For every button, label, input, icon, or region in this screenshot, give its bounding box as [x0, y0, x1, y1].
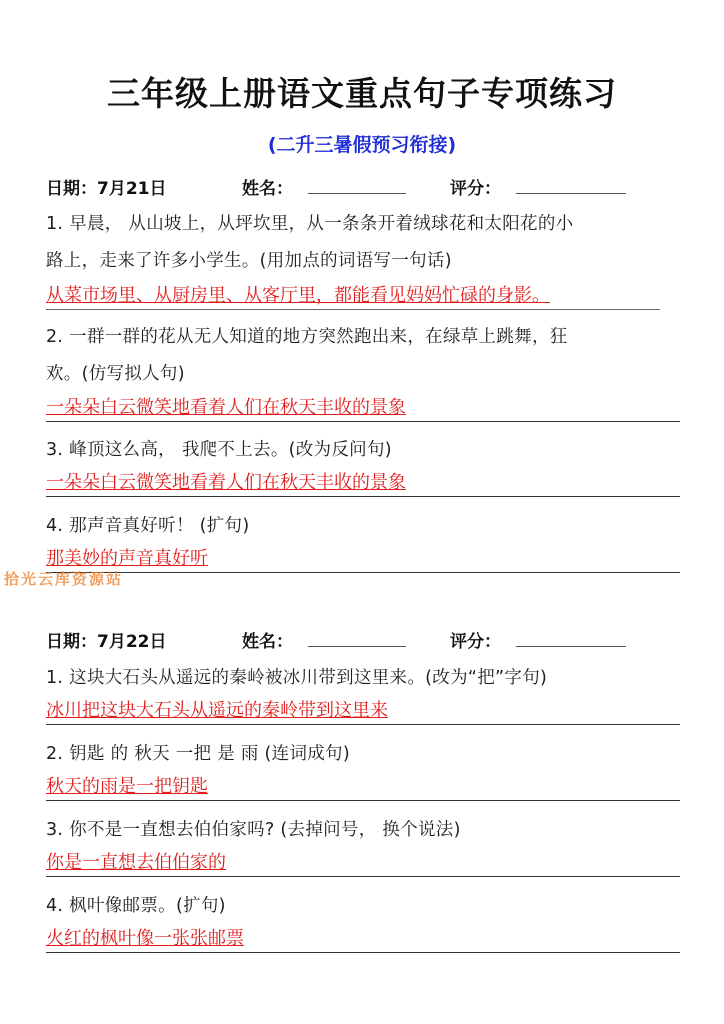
watermark: 拾光云库资源站 [4, 570, 124, 588]
score-blank[interactable] [516, 646, 626, 647]
name-label: 姓名： [242, 179, 293, 199]
date-label: 日期：7月22日 [46, 632, 167, 652]
question-1-3: 3. 峰顶这么高， 我爬不上去。(改为反问句) [46, 440, 392, 460]
name-label: 姓名： [242, 632, 293, 652]
name-blank[interactable] [308, 193, 406, 194]
section-1-meta [46, 174, 686, 200]
answer-text: 你是一直想去伯伯家的 [46, 852, 226, 873]
answer-2-1 [46, 695, 680, 725]
answer-1-3 [46, 467, 680, 497]
score-label: 评分： [450, 632, 501, 652]
page-title: 三年级上册语文重点句子专项练习 [107, 74, 617, 113]
question-1-1-line-1: 1. 早晨， 从山坡上，从坪坎里，从一条条开着绒球花和太阳花的小 [46, 214, 574, 234]
answer-1-4 [46, 543, 680, 573]
answer-1-2 [46, 392, 680, 422]
date-label: 日期：7月21日 [46, 179, 167, 199]
question-2-3: 3. 你不是一直想去伯伯家吗? (去掉问号， 换个说法) [46, 820, 461, 840]
name-blank[interactable] [308, 646, 406, 647]
question-1-1-line-2: 路上，走来了许多小学生。(用加点的词语写一句话) [46, 251, 452, 271]
page-subtitle: (二升三暑假预习衔接) [267, 134, 457, 156]
question-1-2-line-2: 欢。(仿写拟人句) [46, 364, 185, 384]
score-label: 评分： [450, 179, 501, 199]
answer-text: 从菜市场里、从厨房里、从客厅里，都能看见妈妈忙碌的身影。 [46, 285, 550, 306]
question-2-4: 4. 枫叶像邮票。(扩句) [46, 896, 226, 916]
question-1-4: 4. 那声音真好听！ (扩句) [46, 516, 250, 536]
answer-text: 秋天的雨是一把钥匙 [46, 776, 208, 797]
score-blank[interactable] [516, 193, 626, 194]
answer-text: 火红的枫叶像一张张邮票 [46, 928, 244, 949]
answer-2-3 [46, 847, 680, 877]
answer-2-4 [46, 923, 680, 953]
question-1-2-line-1: 2. 一群一群的花从无人知道的地方突然跑出来，在绿草上跳舞，狂 [46, 327, 568, 347]
question-2-1: 1. 这块大石头从遥远的秦岭被冰川带到这里来。(改为“把”字句) [46, 668, 548, 688]
answer-text: 冰川把这块大石头从遥远的秦岭带到这里来 [46, 700, 388, 721]
answer-text: 一朵朵白云微笑地看着人们在秋天丰收的景象 [46, 397, 406, 418]
answer-text: 一朵朵白云微笑地看着人们在秋天丰收的景象 [46, 472, 406, 493]
question-2-2: 2. 钥匙 的 秋天 一把 是 雨 (连词成句) [46, 744, 350, 764]
answer-1-1 [46, 280, 660, 310]
answer-text: 那美妙的声音真好听 [46, 548, 208, 569]
section-2-meta [46, 627, 686, 653]
answer-2-2 [46, 771, 680, 801]
